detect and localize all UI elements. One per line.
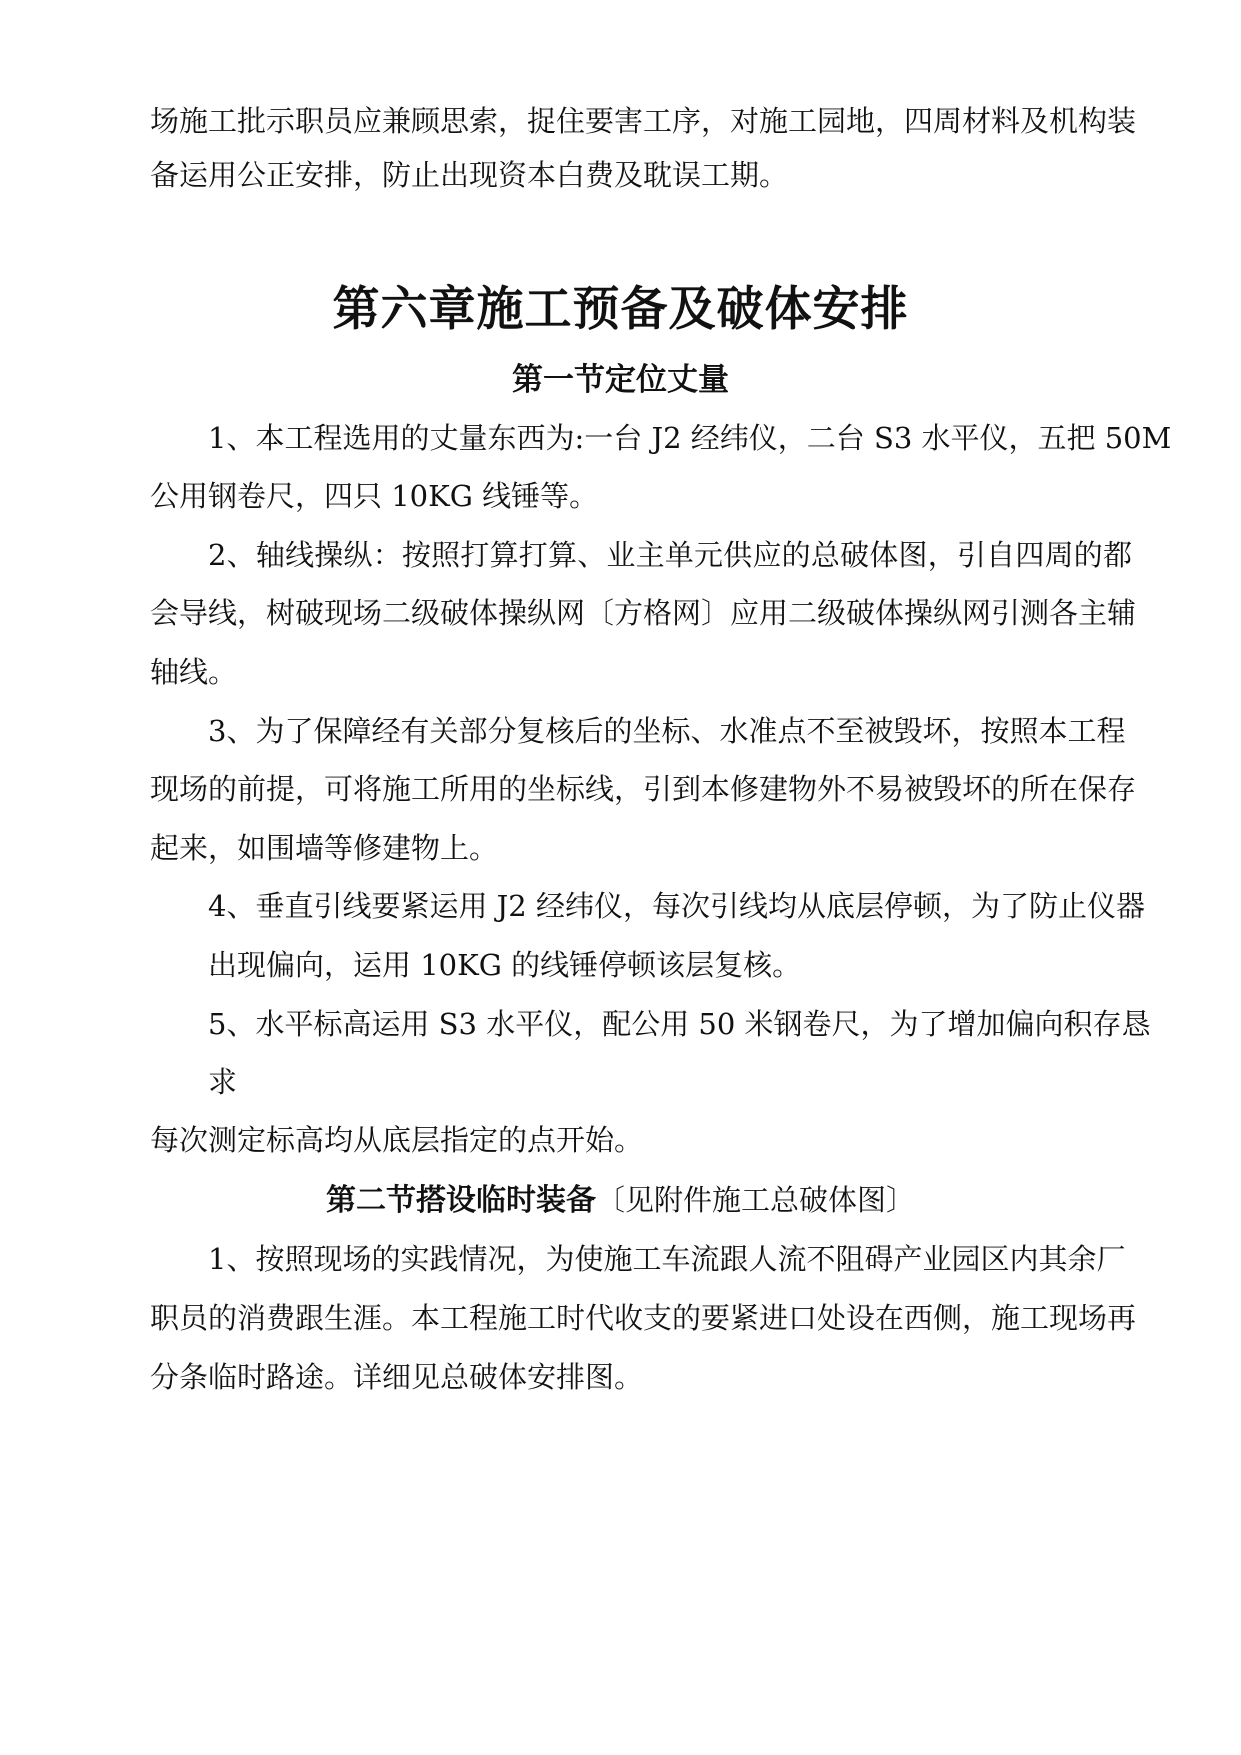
- s1-p2-line-2: 会导线，树破现场二级破体操纵网〔方格网〕应用二级破体操纵网引测各主辅: [150, 596, 1137, 630]
- s2-p1-line-3: 分条临时路途。详细见总破体安排图。: [150, 1360, 644, 1394]
- s2-p1-line-1: 1、按照现场的实践情况，为使施工车流跟人流不阻碍产业园区内其余厂: [208, 1242, 1126, 1276]
- section-1-title: 第一节定位丈量: [512, 362, 729, 398]
- s1-p3-line-1: 3、为了保障经有关部分复核后的坐标、水准点不至被毁坏，按照本工程: [208, 714, 1126, 748]
- s2-p1-line-2: 职员的消费跟生涯。本工程施工时代收支的要紧进口处设在西侧，施工现场再: [150, 1301, 1137, 1335]
- section-2-title: [0, 1180, 1241, 1221]
- s1-p3-line-3: 起来，如围墙等修建物上。: [150, 831, 499, 865]
- s1-p1-line-2: 公用钢卷尺，四只 10KG 线锤等。: [150, 479, 599, 513]
- s1-p3-line-2: 现场的前提，可将施工所用的坐标线，引到本修建物外不易被毁坏的所在保存: [150, 772, 1137, 806]
- s1-p5-line-3: 每次测定标高均从底层指定的点开始。: [150, 1123, 644, 1157]
- intro-line-2: 备运用公正安排，防止出现资本白费及耽误工期。: [150, 158, 789, 192]
- s1-p4-line-2: 出现偏向，运用 10KG 的线锤停顿该层复核。: [208, 948, 802, 982]
- s1-p1-line-1: 1、本工程选用的丈量东西为:一台 J2 经纬仪，二台 S3 水平仪，五把 50M: [208, 421, 1172, 455]
- s1-p2-line-3: 轴线。: [150, 655, 238, 689]
- section-2-title-main: 第二节搭设临时装备: [325, 1183, 596, 1218]
- chapter-title: 第六章施工预备及破体安排: [332, 282, 909, 337]
- section-2-title-note: 〔见附件施工总破体图〕: [595, 1183, 915, 1217]
- s1-p4-line-1: 4、垂直引线要紧运用 J2 经纬仪，每次引线均从底层停顿，为了防止仪器: [208, 889, 1145, 923]
- s1-p5-line-2: 求: [208, 1065, 238, 1099]
- intro-line-1: 场施工批示职员应兼顾思索，捉住要害工序，对施工园地，四周材料及机构装: [150, 104, 1137, 138]
- s1-p5-line-1: 5、水平标高运用 S3 水平仪，配公用 50 米钢卷尺，为了增加偏向积存恳: [208, 1007, 1151, 1041]
- s1-p2-line-1: 2、轴线操纵：按照打算打算、业主单元供应的总破体图，引自四周的都: [208, 538, 1132, 572]
